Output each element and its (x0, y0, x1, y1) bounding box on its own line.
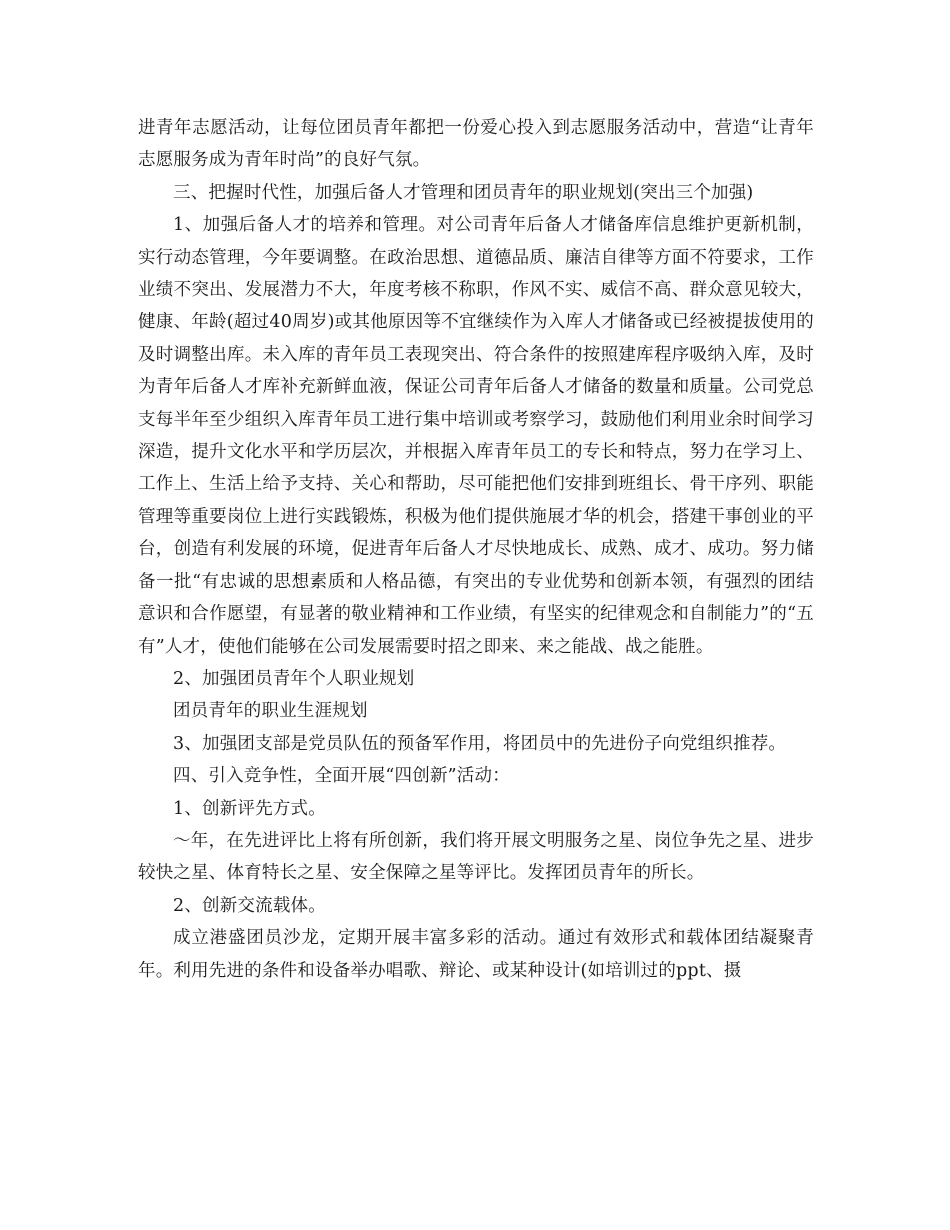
subitem-career-path: 团员青年的职业生涯规划 (173, 701, 368, 722)
item-career-planning: 2、加强团员青年个人职业规划 (173, 668, 415, 689)
paragraph-1: 进青年志愿活动，让每位团员青年都把一份爱心投入到志愿服务活动中，营造“让青年志愿服务成为青年时尚”的良好气氛。 (138, 118, 814, 171)
paragraph-reserve-talent: 1、加强后备人才的培养和管理。对公司青年后备人才储备库信息维护更新机制，实行动态管理，今年要调整。在政治思想、道德品质、廉洁自律等方面不符要求，工作业绩不突出、发展潜力不大，年度考核不称职，作风不实、威信不高、群众意见较大，健康、年龄(超过40周岁)或其他原因等不宜继续作为入库人才储备或已经被提拔使用的及时调整出库。未入库的青年员工表现突出、符合条件的按照建库程序吸纳入库，及时为青年后备人才库补充新鲜血液，保证公司青年后备人才储备的数量和质量。公司党总支每半年至少组织入库青年员工进行集中培训或考察学习，鼓励他们利用业余时间学习深造，提升文化水平和学历层次，并根据入库青年员工的专长和特点，努力在学习上、工作上、生活上给予支持、关心和帮助，尽可能把他们安排到班组长、骨干序列、职能管理等重要岗位上进行实践锻炼，积极为他们提供施展才华的机会，搭建干事创业的平台，创造有利发展的环境，促进青年后备人才尽快地成长、成熟、成才、成功。努力储备一批“有忠诚的思想素质和人格品德，有突出的专业优势和创新本领，有强烈的团结意识和合作愿望，有显著的敬业精神和工作业绩，有坚实的纪律观念和自制能力”的“五有”人才，使他们能够在公司发展需要时招之即来、来之能战、战之能胜。 (138, 215, 814, 657)
section-heading-four: 四、引入竞争性，全面开展“四创新”活动： (173, 766, 510, 787)
paragraph-salon: 成立港盛团员沙龙，定期开展丰富多彩的活动。通过有效形式和载体团结凝聚青年。利用先进的条件和设备举办唱歌、辩论、或某种设计(如培训过的ppt、摄 (138, 928, 814, 981)
paragraph-evaluation: ～年，在先进评比上将有所创新，我们将开展文明服务之星、岗位争先之星、进步较快之星、体育特长之星、安全保障之星等评比。发挥团员青年的所长。 (138, 830, 814, 884)
item-league-branch: 3、加强团支部是党员队伍的预备军作用，将团员中的先进份子向党组织推荐。 (173, 733, 787, 754)
item-innovation-evaluation: 1、创新评先方式。 (173, 798, 326, 819)
section-heading-three: 三、把握时代性，加强后备人才管理和团员青年的职业规划(突出三个加强) (173, 182, 754, 203)
document-body (138, 112, 814, 987)
item-innovation-exchange: 2、创新交流载体。 (173, 895, 326, 916)
